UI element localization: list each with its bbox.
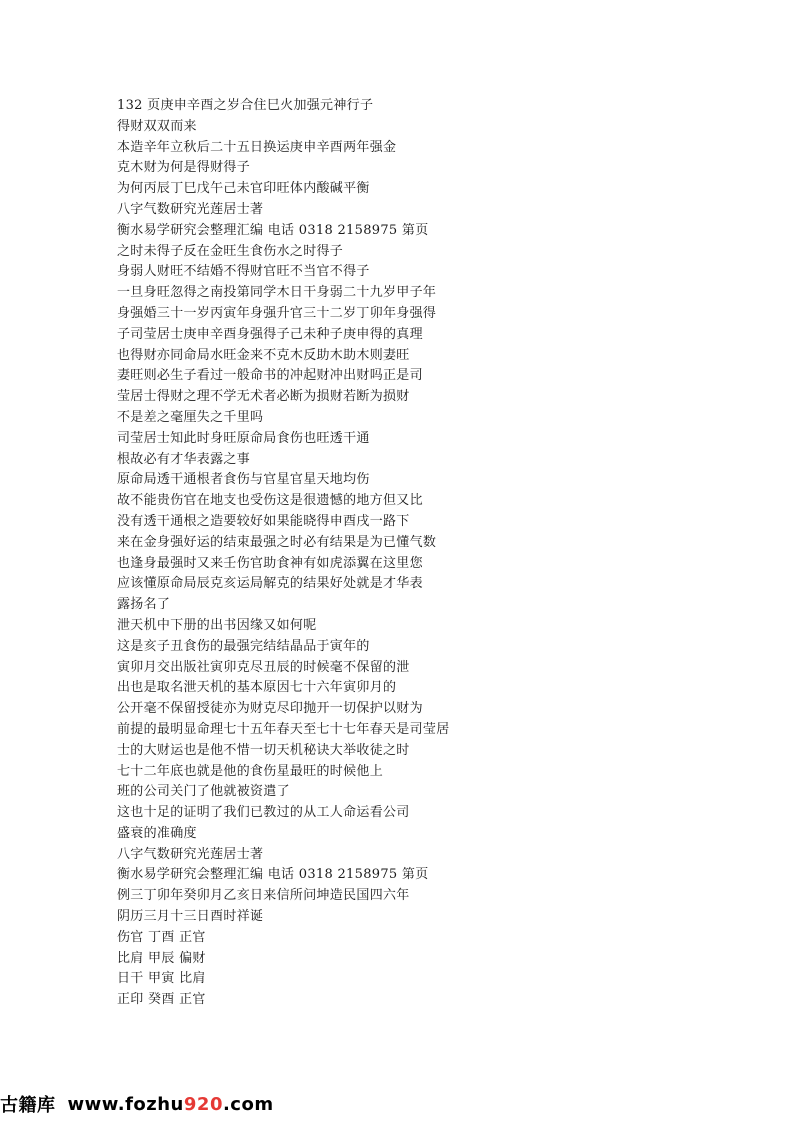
text-line: 本造辛年立秋后二十五日换运庚申辛酉两年强金 [117,139,397,155]
text-line: 七十二年底也就是他的食伤星最旺的时候他上 [117,763,384,779]
text-line: 不是差之毫厘失之千里吗 [117,409,264,425]
text-line: 伤官 丁酉 正官 [117,929,206,945]
text-line: 之时未得子反在金旺生食伤水之时得子 [117,243,344,259]
text-line: 八字气数研究光莲居士著 [117,201,264,217]
text-line: 故不能贵伤官在地支也受伤这是很遗憾的地方但又比 [117,493,423,509]
watermark-site-name: 古籍库 [0,1095,56,1116]
text-line: 衡水易学研究会整理汇编 电话 0318 2158975 第页 [117,222,429,238]
text-line: 132 页庚申辛酉之岁合住巳火加强元神行子 [117,98,374,113]
text-line: 这是亥子丑食伤的最强完结结晶品于寅年的 [117,638,370,654]
text-line: 衡水易学研究会整理汇编 电话 0318 2158975 第页 [117,867,429,883]
site-watermark [0,1090,274,1118]
text-line: 司莹居士知此时身旺原命局食伤也旺透干通 [117,430,370,446]
text-line: 也得财亦同命局水旺金来不克木反助木助木则妻旺 [117,347,410,363]
document-body [117,96,677,1011]
text-line: 泄天机中下册的出书因缘又如何呢 [117,617,317,633]
text-line: 露扬名了 [117,597,171,613]
text-line: 例三丁卯年癸卯月乙亥日来信所问坤造民国四六年 [117,888,410,904]
text-line: 正印 癸酉 正官 [117,992,206,1008]
text-line: 盛衰的准确度 [117,825,197,841]
text-line: 身强婚三十一岁丙寅年身强升官三十二岁丁卯年身强得 [117,305,437,321]
text-line: 子司莹居士庚申辛酉身强得子己未种子庚申得的真理 [117,326,423,342]
text-line: 公开毫不保留授徒亦为财克尽印抛开一切保护以财为 [117,701,423,717]
text-line: 来在金身强好运的结束最强之时必有结果是为已懂气数 [117,534,437,550]
text-line: 原命局透干通根者食伤与官星官星天地均伤 [117,472,370,488]
text-line: 寅卯月交出版社寅卯克尽丑辰的时候毫不保留的泄 [117,659,410,675]
text-line: 出也是取名泄天机的基本原因七十六年寅卯月的 [117,680,397,696]
text-line: 士的大财运也是他不惜一切天机秘诀大举收徒之时 [117,742,410,758]
text-line: 八字气数研究光莲居士著 [117,846,264,862]
text-line: 前提的最明显命理七十五年春天至七十七年春天是司莹居 [117,721,450,737]
text-line: 克木财为何是得财得子 [117,160,251,176]
text-line: 班的公司关门了他就被资遣了 [117,784,290,800]
text-line: 这也十足的证明了我们已教过的从工人命运看公司 [117,805,410,821]
text-line: 妻旺则必生子看过一般命书的冲起财冲出财吗正是司 [117,368,423,384]
watermark-url-prefix: www.fozhu [67,1093,184,1115]
watermark-url-suffix: .com [222,1093,274,1115]
text-line: 莹居士得财之理不学无术者必断为损财若断为损财 [117,389,410,405]
text-line: 为何丙辰丁巳戊午己未官印旺体内酸碱平衡 [117,181,370,197]
text-line: 身弱人财旺不结婚不得财官旺不当官不得子 [117,264,370,280]
text-line: 也逢身最强时又来壬伤官助食神有如虎添翼在这里您 [117,555,423,571]
text-line: 没有透干通根之造要较好如果能晓得申酉戌一路下 [117,513,410,529]
text-line: 根故必有才华表露之事 [117,451,251,467]
watermark-url-accent: 920 [183,1093,223,1115]
text-line: 日干 甲寅 比肩 [117,971,206,987]
text-line: 一旦身旺忽得之南投第同学木日干身弱二十九岁甲子年 [117,285,437,301]
text-line: 阴历三月十三日酉时祥诞 [117,909,264,925]
text-line: 得财双双而来 [117,118,197,134]
text-line: 比肩 甲辰 偏财 [117,950,206,966]
text-line: 应该懂原命局辰克亥运局解克的结果好处就是才华表 [117,576,423,592]
